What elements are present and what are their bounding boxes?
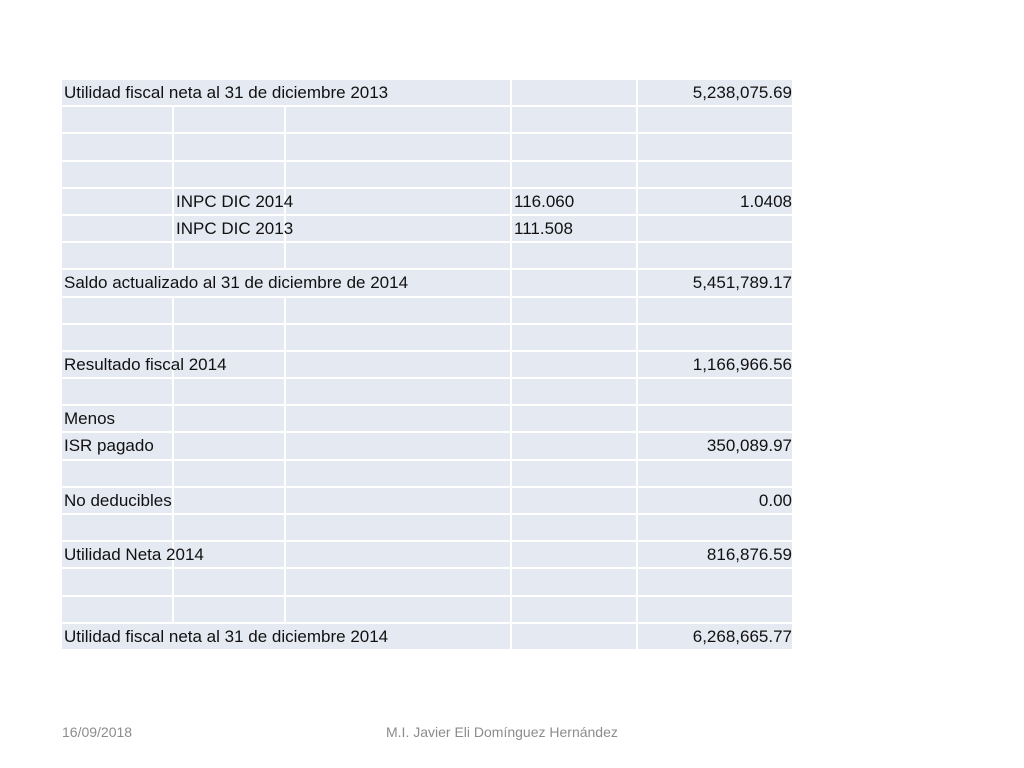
- table-cell[interactable]: [62, 298, 172, 323]
- table-cell[interactable]: [286, 352, 510, 377]
- row-amount: 816,876.59: [706, 545, 792, 565]
- table-cell[interactable]: [638, 325, 792, 350]
- row-description: Menos: [64, 409, 116, 429]
- row-amount: 1.0408: [740, 191, 792, 211]
- table-cell[interactable]: [512, 542, 636, 567]
- table-row: [62, 107, 792, 134]
- table-cell[interactable]: [286, 488, 510, 513]
- table-row: [62, 162, 792, 189]
- table-row: [62, 379, 792, 406]
- table-cell[interactable]: [286, 569, 510, 594]
- row-description: Saldo actualizado al 31 de diciembre de 2014: [64, 273, 409, 293]
- row-description: No deducibles: [64, 490, 172, 510]
- table-cell[interactable]: [286, 298, 510, 323]
- table-cell[interactable]: [512, 80, 636, 105]
- table-row: [62, 597, 792, 624]
- table-row: [62, 406, 792, 433]
- table-row: [62, 433, 792, 460]
- table-cell[interactable]: [62, 379, 172, 404]
- table-cell[interactable]: [638, 379, 792, 404]
- table-cell[interactable]: [286, 216, 510, 241]
- table-cell[interactable]: [286, 379, 510, 404]
- table-cell[interactable]: [638, 569, 792, 594]
- table-cell[interactable]: [512, 461, 636, 486]
- table-row: [62, 488, 792, 515]
- row-description: ISR pagado: [64, 436, 154, 456]
- table-cell[interactable]: [512, 569, 636, 594]
- table-cell[interactable]: [512, 433, 636, 458]
- row-amount: 6,268,665.77: [692, 626, 792, 646]
- row-description: Utilidad fiscal neta al 31 de diciembre 2014: [64, 626, 389, 646]
- table-cell[interactable]: [174, 134, 284, 159]
- table-cell[interactable]: [286, 406, 510, 431]
- table-cell[interactable]: [286, 325, 510, 350]
- table-cell[interactable]: [286, 515, 510, 540]
- table-cell[interactable]: [62, 597, 172, 622]
- table-cell[interactable]: [174, 569, 284, 594]
- table-cell[interactable]: [174, 298, 284, 323]
- table-cell[interactable]: [62, 107, 172, 132]
- table-cell[interactable]: [286, 597, 510, 622]
- table-row: [62, 80, 792, 107]
- table-cell[interactable]: [638, 134, 792, 159]
- table-row: [62, 134, 792, 161]
- row-subitem: INPC DIC 2014: [176, 191, 294, 211]
- table-cell[interactable]: [512, 325, 636, 350]
- table-cell[interactable]: [638, 243, 792, 268]
- table-row: [62, 243, 792, 270]
- row-amount: 0.00: [758, 490, 792, 510]
- table-cell[interactable]: [512, 243, 636, 268]
- table-cell[interactable]: [512, 406, 636, 431]
- table-cell[interactable]: [174, 107, 284, 132]
- row-description: Resultado fiscal 2014: [64, 354, 227, 374]
- table-row: [62, 461, 792, 488]
- table-cell[interactable]: [512, 134, 636, 159]
- data-table: [62, 80, 792, 651]
- table-row: [62, 542, 792, 569]
- row-description: Utilidad fiscal neta al 31 de diciembre 2013: [64, 83, 389, 102]
- table-cell[interactable]: [512, 162, 636, 187]
- row-index-value: 111.508: [514, 218, 573, 238]
- table-cell[interactable]: [638, 515, 792, 540]
- table-cell[interactable]: [286, 189, 510, 214]
- row-amount: 5,238,075.69: [692, 83, 792, 102]
- table-cell[interactable]: [174, 325, 284, 350]
- table-cell[interactable]: [512, 488, 636, 513]
- footer-date: 16/09/2018: [62, 724, 133, 740]
- table-cell[interactable]: [512, 107, 636, 132]
- table-row: [62, 624, 792, 651]
- table-cell[interactable]: [286, 107, 510, 132]
- table-cell[interactable]: [638, 597, 792, 622]
- table-cell[interactable]: [512, 352, 636, 377]
- table-cell[interactable]: [512, 597, 636, 622]
- table-cell[interactable]: [512, 515, 636, 540]
- row-description: Utilidad Neta 2014: [64, 545, 204, 565]
- table-row: [62, 298, 792, 325]
- table-cell[interactable]: [638, 216, 792, 241]
- table-cell[interactable]: [512, 270, 636, 295]
- table-row: [62, 325, 792, 352]
- table-row: [62, 515, 792, 542]
- table-cell[interactable]: [638, 162, 792, 187]
- table-cell[interactable]: [638, 461, 792, 486]
- table-cell[interactable]: [286, 162, 510, 187]
- row-amount: 1,166,966.56: [692, 354, 792, 374]
- table-row: [62, 270, 792, 297]
- row-amount: 5,451,789.17: [692, 273, 792, 293]
- table-cell[interactable]: [174, 243, 284, 268]
- table-row: [62, 569, 792, 596]
- table-cell[interactable]: [286, 243, 510, 268]
- table-cell[interactable]: [286, 461, 510, 486]
- table-cell[interactable]: [512, 379, 636, 404]
- table-row: [62, 216, 792, 243]
- table-cell[interactable]: [638, 298, 792, 323]
- table-cell[interactable]: [62, 189, 172, 214]
- row-index-value: 116.060: [514, 191, 575, 211]
- table-cell[interactable]: [286, 134, 510, 159]
- table-cell[interactable]: [638, 107, 792, 132]
- table-cell[interactable]: [62, 569, 172, 594]
- table-cell[interactable]: [174, 162, 284, 187]
- table-cell[interactable]: [62, 461, 172, 486]
- table-row: [62, 352, 792, 379]
- table-cell[interactable]: [174, 433, 284, 458]
- table-cell[interactable]: [174, 379, 284, 404]
- table-cell[interactable]: [62, 216, 172, 241]
- table-cell[interactable]: [174, 461, 284, 486]
- row-amount: 350,089.97: [706, 436, 792, 456]
- table-cell[interactable]: [286, 433, 510, 458]
- table-cell[interactable]: [62, 515, 172, 540]
- table-cell[interactable]: [62, 243, 172, 268]
- table-cell[interactable]: [62, 162, 172, 187]
- row-subitem: INPC DIC 2013: [176, 218, 294, 238]
- footer-author: M.I. Javier Eli Domínguez Hernández: [386, 724, 618, 740]
- table-cell[interactable]: [174, 488, 284, 513]
- table-cell[interactable]: [174, 406, 284, 431]
- table-cell[interactable]: [512, 298, 636, 323]
- table-cell[interactable]: [286, 542, 510, 567]
- table-cell[interactable]: [512, 624, 636, 649]
- table-cell[interactable]: [174, 597, 284, 622]
- table-cell[interactable]: [174, 515, 284, 540]
- table-cell[interactable]: [62, 134, 172, 159]
- table-cell[interactable]: [638, 406, 792, 431]
- table-row: [62, 189, 792, 216]
- table-cell[interactable]: [62, 325, 172, 350]
